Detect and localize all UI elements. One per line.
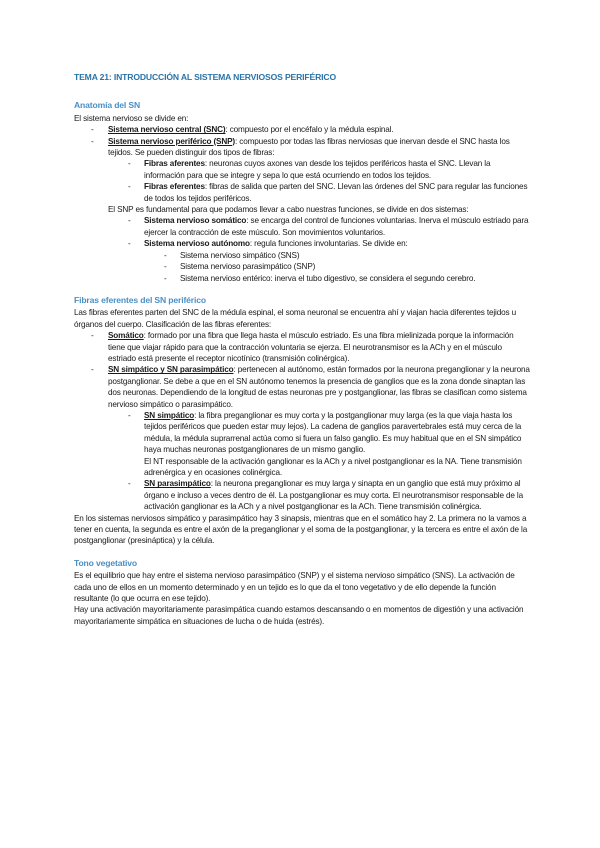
list-text: : compuesto por el encéfalo y la médula espinal.: [225, 125, 394, 135]
section-heading: Tono vegetativo: [74, 557, 138, 568]
list-item: [74, 215, 530, 238]
term: SN simpático: [144, 410, 195, 420]
section-anatomia: [74, 100, 530, 284]
list-text: : la neurona preganglionar es muy larga y sinapta en un ganglio que está muy próximo al órgano e incluso a veces dentro de él. La postganglionar es muy corta. El neurotransmisor responsable de la activación ganglionar es la ACh y a nivel postganglionar es la ACh. Tiene transmisión colinérgica.: [144, 479, 524, 512]
list-text: El NT responsable de la activación ganglionar es la ACh y a nivel postganglionar es la NA. Tiene transmisión adrenérgica y en ocasiones colinérgica.: [144, 456, 522, 477]
term: Somático: [108, 331, 144, 341]
list-item: [74, 181, 530, 204]
section-fibras-eferentes: [74, 295, 530, 547]
term: Sistema nervioso periférico (SNP): [108, 136, 236, 146]
dash-bullet: -: [128, 410, 131, 420]
term: Sistema nervioso somático: [144, 216, 247, 226]
paragraph: En los sistemas nerviosos simpático y parasimpático hay 3 sinapsis, mientras que en el somático hay 2. La primera no la vamos a tener en cuenta, la segunda es entre el axón de la preganglionar y el soma de la postganglionar, y la tercera es entre el axón de la postganglionar (presináptica) y la célula.: [74, 513, 528, 546]
list-item: [74, 478, 530, 512]
dash-bullet: -: [128, 479, 131, 489]
list-text: : regula funciones involuntarias. Se divide en:: [249, 239, 408, 249]
list-item: [74, 124, 530, 135]
dash-bullet: -: [164, 250, 167, 260]
dash-bullet: -: [91, 331, 94, 341]
section-tono-vegetativo: [74, 558, 530, 627]
dash-bullet: -: [128, 239, 131, 249]
dash-bullet: -: [164, 273, 167, 283]
dash-bullet: -: [91, 136, 94, 146]
term: Sistema nervioso central (SNC): [108, 125, 226, 135]
term: SN parasimpático: [144, 479, 211, 489]
paragraph: Hay una activación mayoritariamente parasimpática cuando estamos descansando o en momentos de digestión y una activación mayoritariamente simpática en situaciones de lucha o de huida (estrés).: [74, 605, 524, 626]
list-text: : fibras de salida que parten del SNC. Llevan las órdenes del SNC para regular las funciones de todos los tejidos periféricos.: [144, 182, 528, 203]
dash-bullet: -: [91, 125, 94, 135]
section-heading: Fibras eferentes del SN periférico: [74, 294, 206, 305]
list-item: [74, 364, 530, 410]
list-text: : compuesto por todas las fibras nerviosas que inervan desde el SNC hasta los tejidos. Se pueden distinguir dos tipos de fibras:: [108, 136, 510, 158]
term: Fibras eferentes: [144, 182, 205, 192]
paragraph: El sistema nervioso se divide en:: [74, 113, 189, 123]
section-heading: Anatomía del SN: [74, 100, 141, 111]
list-text: : formado por una fibra que llega hasta el músculo estriado. Es una fibra mielinizada porque la información tiene que viajar rápido para que la contracción voluntaria se ejerza. El neurotransmisor es la ACh y en el músculo estriado está presente el receptor nicotínico (transmisión colinérgica).: [108, 331, 514, 363]
list-text: Sistema nervioso simpático (SNS): [180, 250, 300, 260]
list-text: : se encarga del control de funciones voluntarias. Inerva el músculo estriado para ejercer la contracción de este músculo. Son movimientos voluntarios.: [144, 216, 529, 237]
paragraph: Es el equilibrio que hay entre el sistema nervioso parasimpático (SNP) y el sistema nervioso simpático (SNS). La activación de cada uno de ellos en un momento determinado y en un tejido es lo que da el tono vegetativo y de ello depende la función resultante (lo que ocurra en ese tejido).: [74, 571, 515, 604]
list-item: [74, 136, 530, 159]
term: SN simpático y SN parasimpático: [108, 365, 234, 375]
term: Sistema nervioso autónomo: [144, 239, 250, 249]
list-text: : neuronas cuyos axones van desde los tejidos periféricos hasta el SNC. Llevan la información para que se integre y sepa lo que está ocurriendo en todos los tejidos.: [144, 159, 491, 180]
paragraph: Las fibras eferentes parten del SNC de la médula espinal, el soma neuronal se encuentra ahí y viajan hacia diferentes tejidos u órganos del cuerpo. Clasificación de las fibras eferentes:: [74, 308, 517, 329]
list-item: [74, 238, 530, 249]
list-text: : la fibra preganglionar es muy corta y la postganglionar muy larga (es la que viaja hasta los tejidos periféricos que pueden estar muy lejos). La cadena de ganglios paravertebrales está muy cerca de la médula, la médula suprarrenal actúa como si fuera un falso ganglio. Es muy habitual que en el SN simpático haya muchas neuronas postganglionares de un mismo ganglio.: [144, 410, 522, 455]
paragraph: El SNP es fundamental para que podamos llevar a cabo nuestras funciones, se divide en dos sistemas:: [108, 205, 469, 215]
dash-bullet: -: [164, 262, 167, 272]
document-title: TEMA 21: INTRODUCCIÓN AL SISTEMA NERVIOSOS PERIFÉRICO: [74, 72, 336, 82]
list-item: [74, 273, 530, 284]
list-item: [74, 250, 530, 261]
list-item: [74, 158, 530, 181]
document-page: [74, 72, 530, 638]
list-text: Sistema nervioso parasimpático (SNP): [180, 262, 316, 272]
dash-bullet: -: [128, 159, 131, 169]
list-text: Sistema nervioso entérico: inerva el tubo digestivo, se considera el segundo cerebro.: [180, 273, 476, 283]
list-item: [74, 410, 530, 478]
dash-bullet: -: [128, 182, 131, 192]
term: Fibras aferentes: [144, 159, 205, 169]
dash-bullet: -: [91, 365, 94, 375]
list-text: : pertenecen al autónomo, están formados por la neurona preganglionar y la neurona postganglionar. Se debe a que en el SN autónomo tenemos la presencia de ganglios que es la zona donde sinaptan las dos neuronas. Dependiendo de la longitud de estas neuronas pre y postganglionar, las fibras se clasifican como sistema nervioso simpático o parasimpático.: [108, 365, 530, 409]
list-item: [74, 330, 530, 364]
dash-bullet: -: [128, 216, 131, 226]
list-item: [74, 261, 530, 272]
